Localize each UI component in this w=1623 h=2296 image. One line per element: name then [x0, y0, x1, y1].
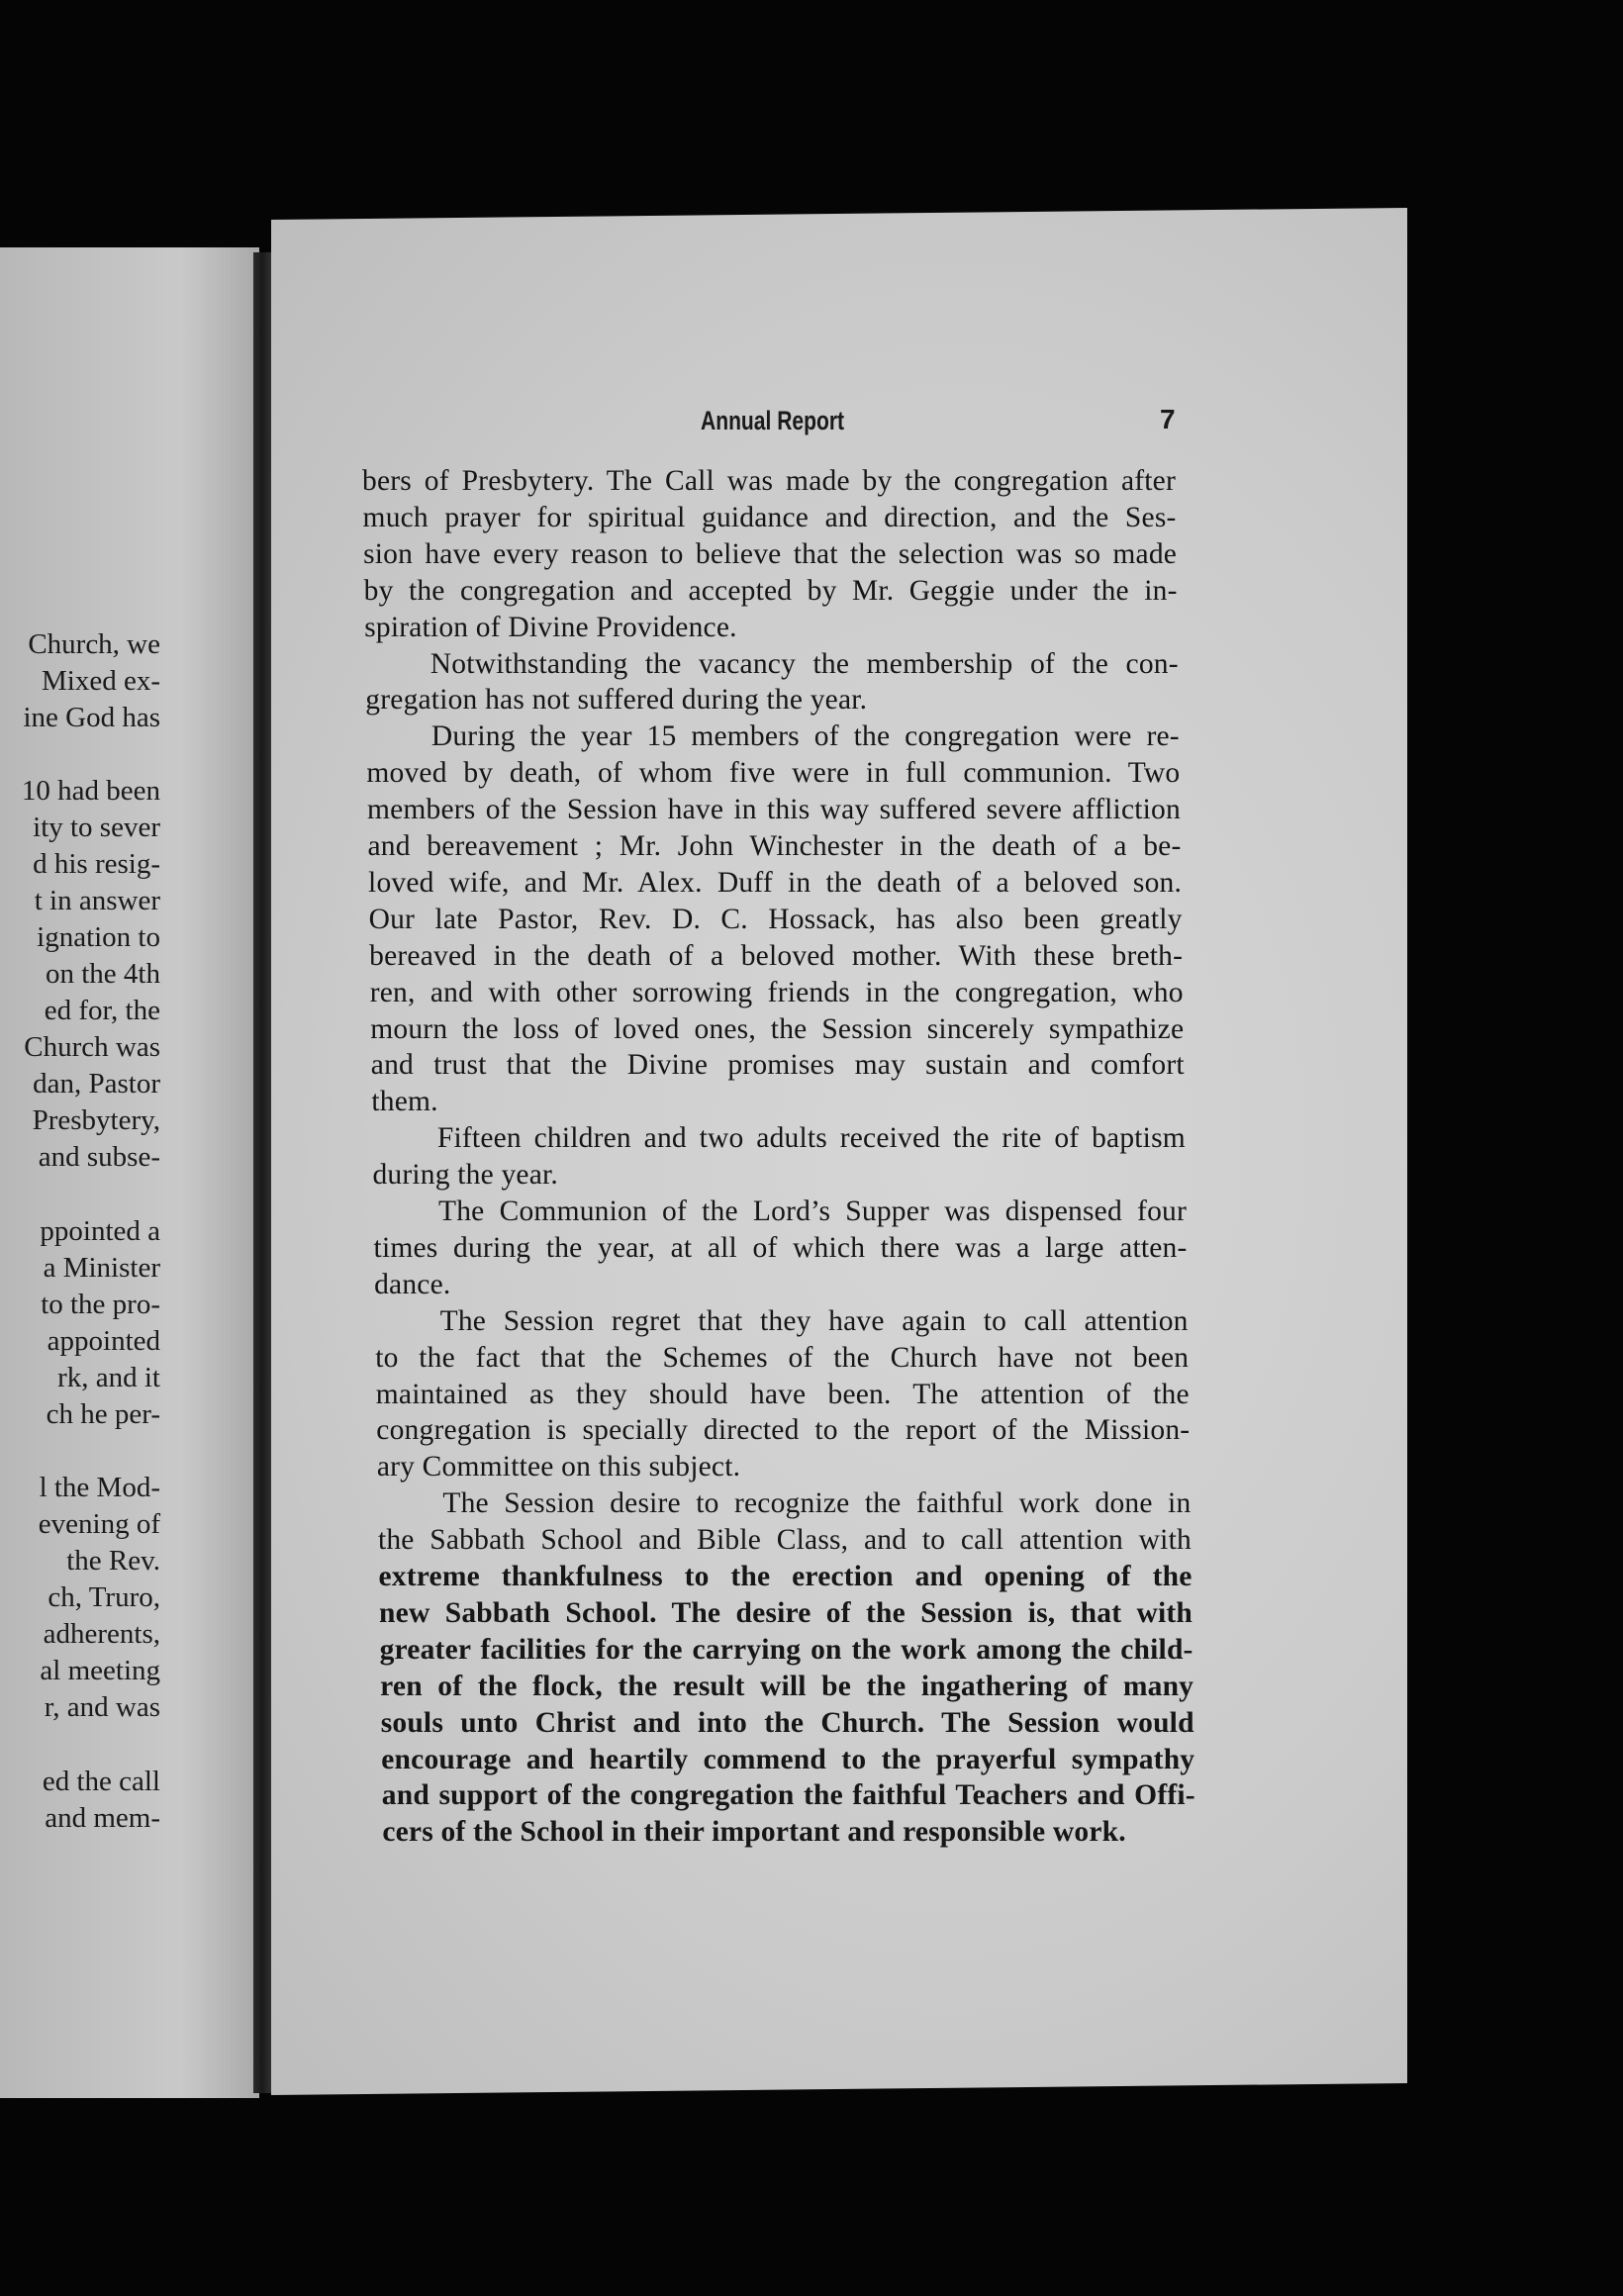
text-line: The Session desire to recognize the faithful work done in	[442, 1487, 1192, 1520]
text-line: and trust that the Divine promises may sustain and comfort	[370, 1049, 1185, 1082]
left-page-line: on the 4th	[46, 958, 160, 990]
text-line: loved wife, and Mr. Alex. Duff in the death of a beloved son.	[368, 866, 1183, 899]
text-line: the Sabbath School and Bible Class, and to call attention with	[377, 1524, 1192, 1557]
page-number: 7	[1160, 404, 1176, 434]
left-page-line: the Rev.	[66, 1545, 160, 1577]
left-page-line: and mem-	[45, 1802, 160, 1834]
text-line: mourn the loss of loved ones, the Session sincerely sympathize	[370, 1012, 1185, 1045]
text-line: dance.	[374, 1268, 451, 1300]
left-page-line: ed the call	[42, 1766, 160, 1797]
text-line: The Communion of the Lord’s Supper was dispensed four	[438, 1196, 1187, 1227]
left-page-line: to the pro-	[41, 1289, 160, 1320]
text-line: them.	[371, 1086, 438, 1118]
text-line: ary Committee on this subject.	[376, 1451, 741, 1483]
left-page-line: t in answer	[34, 885, 160, 916]
text-line: Notwithstanding the vacancy the membership of the con-	[430, 647, 1179, 680]
text-line: bers of Presbytery. The Call was made by the congregation after	[362, 465, 1176, 497]
left-page-line: Church, we	[28, 628, 160, 660]
left-page-line: l the Mod-	[39, 1472, 160, 1503]
text-line: bereaved in the death of a beloved mother. With these breth-	[369, 939, 1184, 972]
left-page-line: d his resig-	[33, 848, 160, 880]
text-line: extreme thankfulness to the erection and opening of the	[378, 1561, 1193, 1592]
left-page-line: ignation to	[37, 921, 160, 953]
left-page-line: 10 had been	[21, 775, 160, 807]
text-line: spiration of Divine Providence.	[364, 611, 737, 643]
text-line: ren of the flock, the result will be the ingathering of many	[380, 1670, 1194, 1702]
text-line: during the year.	[372, 1159, 558, 1192]
left-page-line: a Minister	[43, 1252, 160, 1284]
text-line: Fifteen children and two adults received the rite of baptism	[436, 1122, 1186, 1155]
text-line: maintained as they should have been. The attention of the	[375, 1378, 1190, 1410]
left-page-line: r, and was	[44, 1691, 160, 1723]
left-page-line: evening of	[38, 1508, 160, 1540]
left-page-line: ity to sever	[33, 812, 160, 843]
text-line: moved by death, of whom five were in full communion. Two	[366, 757, 1181, 790]
text-line: During the year 15 members of the congregation were re-	[430, 720, 1180, 753]
text-line: Our late Pastor, Rev. D. C. Hossack, has also been greatly	[368, 903, 1183, 935]
left-page-line: Mixed ex-	[42, 665, 160, 697]
text-line: greater facilities for the carrying on the work among the child-	[379, 1633, 1193, 1666]
left-page-line: ine God has	[23, 702, 160, 733]
text-line: and support of the congregation the faithful Teachers and Offi-	[381, 1779, 1195, 1812]
text-line: members of the Session have in this way suffered severe affliction	[366, 794, 1181, 826]
text-line: congregation is specially directed to the report of the Mission-	[376, 1414, 1191, 1447]
left-page-line: ch, Truro,	[48, 1581, 160, 1613]
text-line: cers of the School in their important and responsible work.	[382, 1816, 1126, 1849]
text-line: new Sabbath School. The desire of the Session is, that with	[379, 1596, 1193, 1629]
text-line: gregation has not suffered during the year.	[365, 684, 868, 717]
left-page-line: rk, and it	[57, 1362, 160, 1393]
left-page-line: ppointed a	[40, 1215, 160, 1247]
text-line: to the fact that the Schemes of the Church have not been	[375, 1341, 1190, 1374]
text-line: souls unto Christ and into the Church. The Session would	[380, 1706, 1194, 1739]
text-line: ren, and with other sorrowing friends in the congregation, who	[369, 976, 1184, 1008]
text-line: The Session regret that they have again to call attention	[439, 1304, 1189, 1337]
text-line: times during the year, at all of which there was a large atten-	[373, 1231, 1188, 1264]
text-line: and bereavement ; Mr. John Winchester in the death of a be-	[367, 830, 1182, 862]
left-page-line: al meeting	[40, 1655, 160, 1686]
left-page-line: adherents,	[43, 1618, 160, 1650]
left-page-line: and subse-	[38, 1141, 160, 1173]
text-line: encourage and heartily commend to the prayerful sympathy	[381, 1743, 1195, 1775]
left-page-line: dan, Pastor	[33, 1068, 160, 1100]
running-header: Annual Report	[701, 406, 845, 435]
text-line: much prayer for spiritual guidance and direction, and the Ses-	[362, 501, 1177, 533]
left-facing-page	[0, 247, 259, 2098]
left-page-line: ed for, the	[44, 995, 160, 1026]
left-page-line: ch he per-	[46, 1398, 160, 1430]
text-line: by the congregation and accepted by Mr. Geggie under the in-	[363, 574, 1178, 607]
left-page-line: Presbytery,	[32, 1104, 160, 1136]
left-page-line: Church was	[24, 1031, 160, 1063]
text-line: sion have every reason to believe that the selection was so made	[363, 537, 1178, 570]
left-page-line: appointed	[47, 1325, 160, 1357]
